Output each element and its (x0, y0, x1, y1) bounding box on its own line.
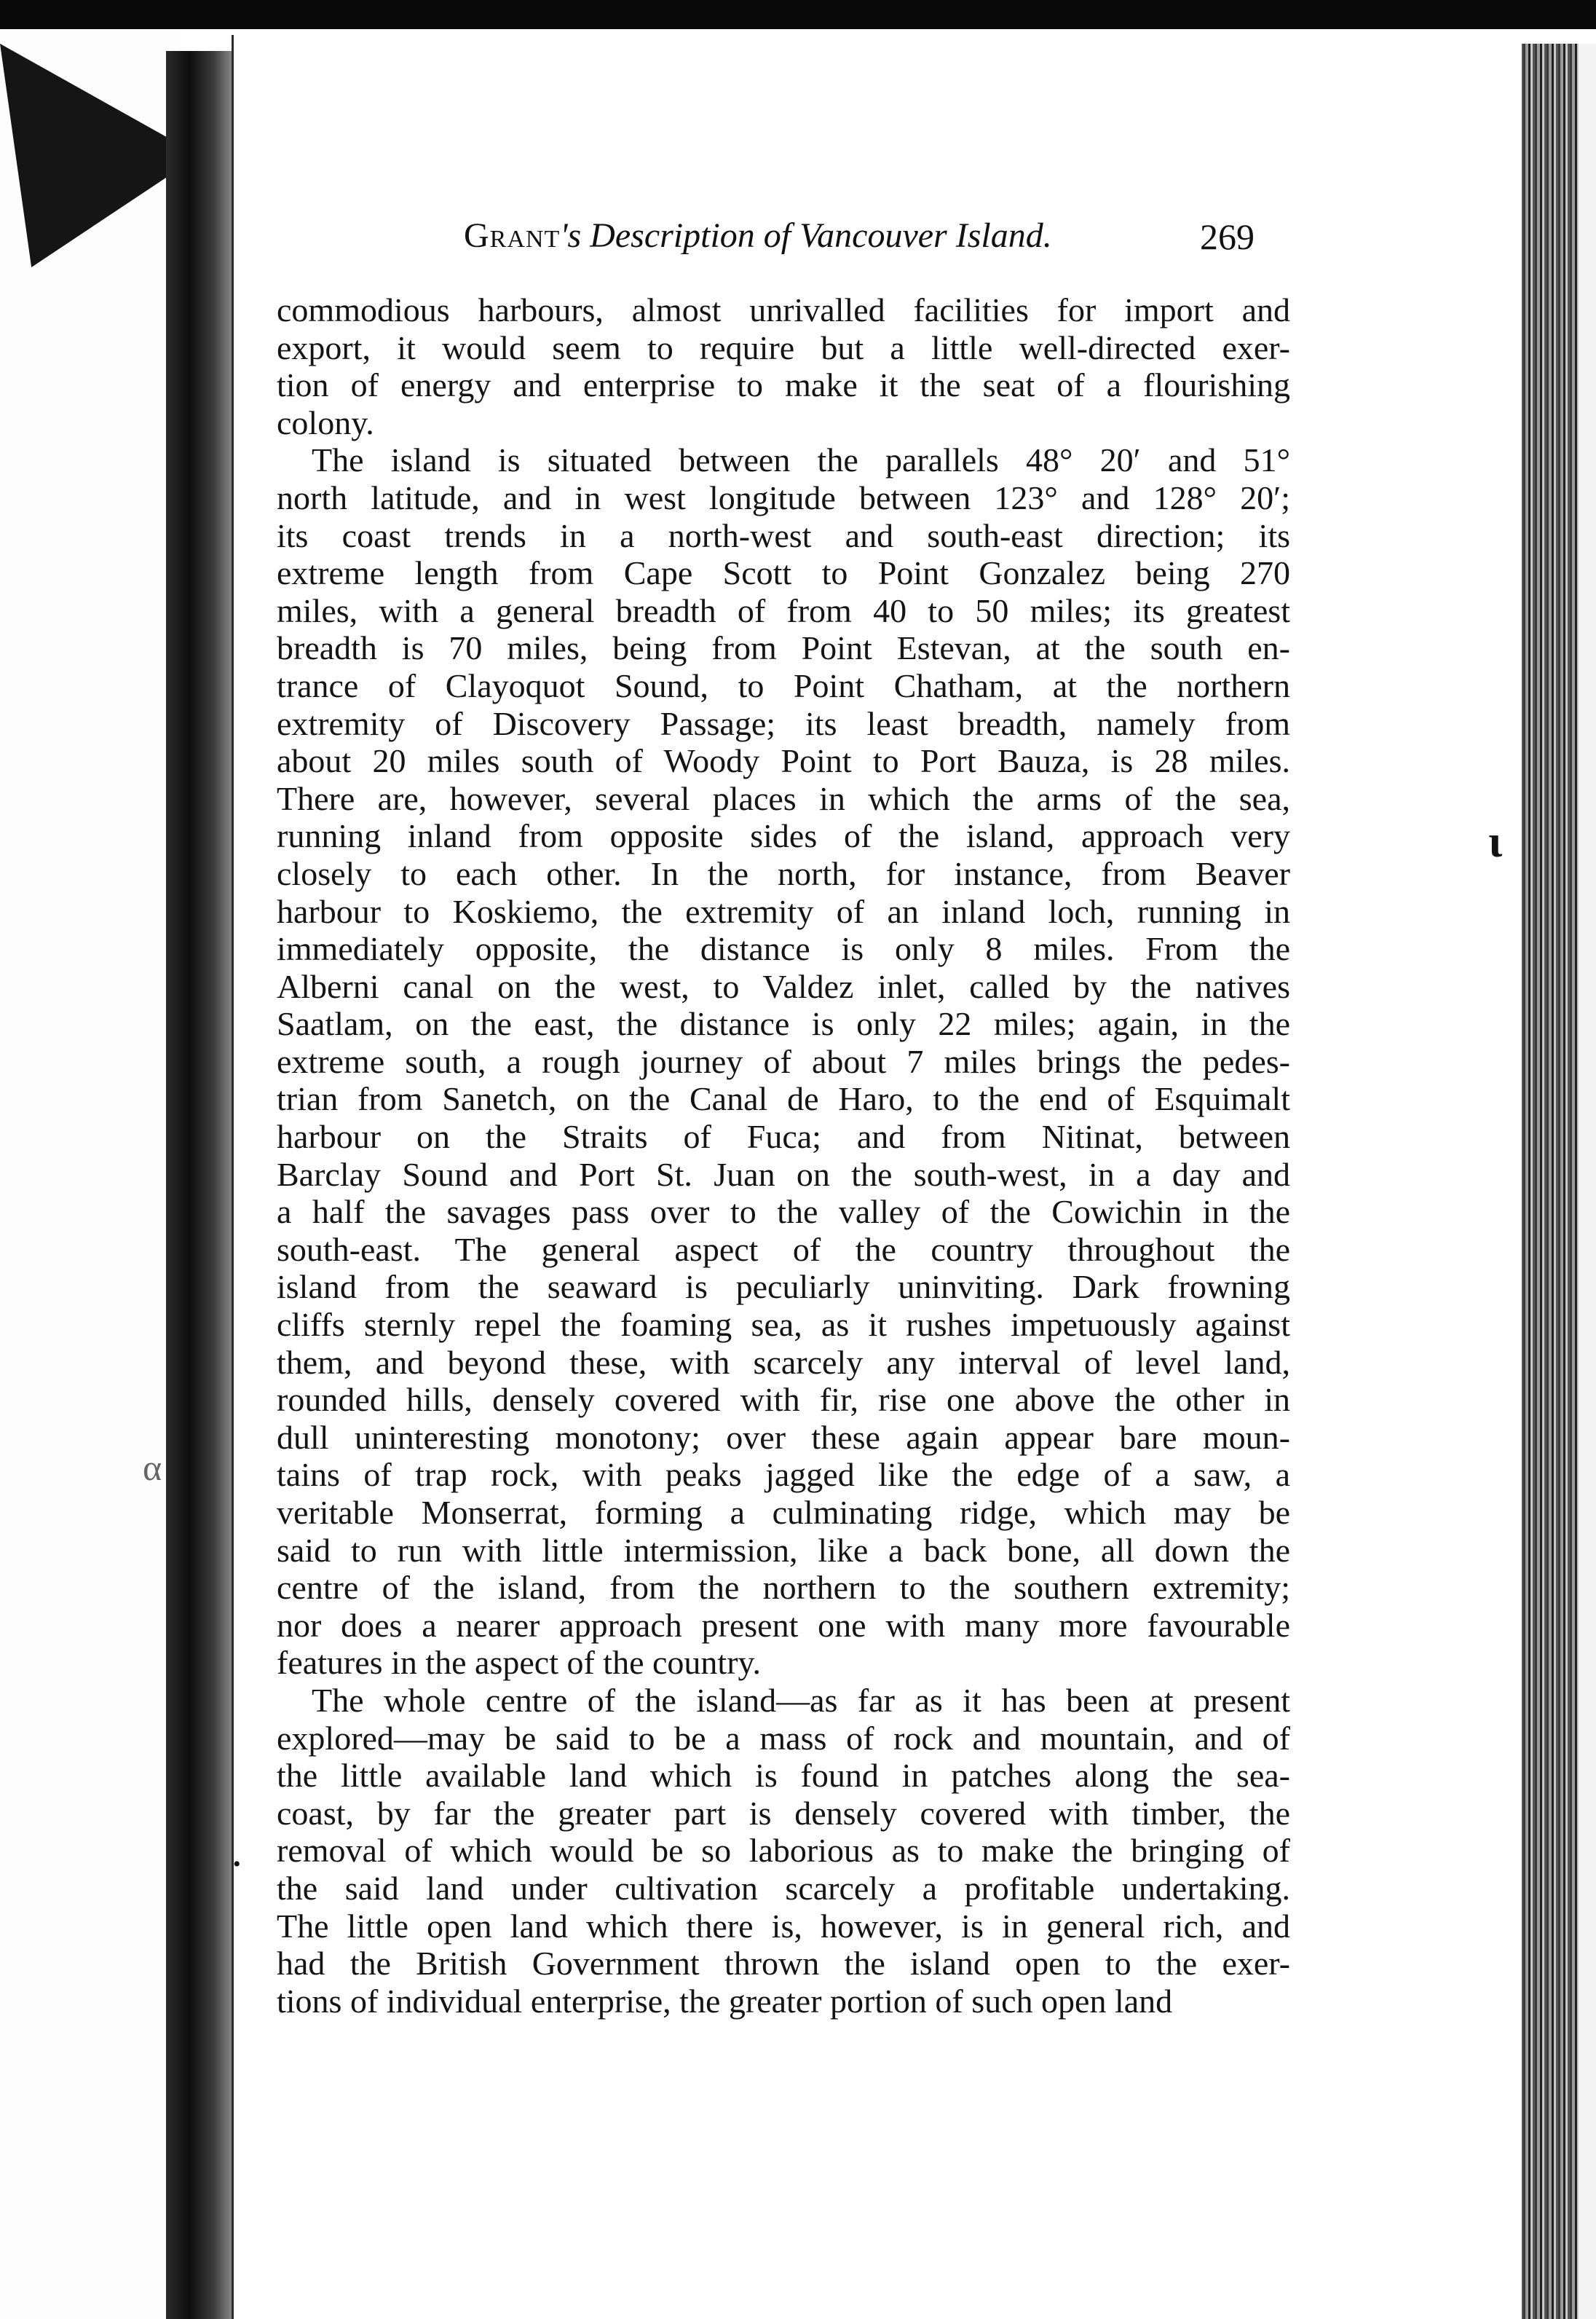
text-line: features in the aspect of the country. (277, 1644, 762, 1682)
text-line: immediately opposite, the distance is only 8 miles. From the (277, 930, 1290, 968)
text-line: about 20 miles south of Woody Point to Port Bauza, is 28 miles. (277, 742, 1290, 780)
text-line: The whole centre of the island—as far as it has been at present (312, 1681, 1290, 1719)
text-line: its coast trends in a north-west and south-east direction; its (277, 516, 1290, 554)
text-line: had the British Government thrown the island open to the exer- (277, 1945, 1290, 1983)
text-line: said to run with little intermission, like a back bone, all down the (277, 1531, 1290, 1569)
text-line: Alberni canal on the west, to Valdez inlet, called by the natives (277, 967, 1290, 1005)
text-line: them, and beyond these, with scarcely any interval of level land, (277, 1343, 1290, 1381)
margin-mark-dot: • (233, 1852, 241, 1876)
text-line: The island is situated between the parallels 48° 20′ and 51° (312, 441, 1290, 479)
text-line: veritable Monserrat, forming a culminating ridge, which may be (277, 1494, 1290, 1531)
text-line: commodious harbours, almost unrivalled facilities for import and (277, 291, 1290, 328)
text-line: the said land under cultivation scarcely a profitable undertaking. (277, 1869, 1290, 1907)
text-line: trance of Clayoquot Sound, to Point Chatham, at the northern (277, 666, 1290, 704)
paragraph (277, 1682, 1290, 2020)
text-line: island from the seaward is peculiarly uninviting. Dark frowning (277, 1268, 1290, 1306)
text-line: running inland from opposite sides of the island, approach very (277, 817, 1290, 855)
text-line: tions of individual enterprise, the greater portion of such open land (277, 1982, 1173, 2020)
margin-mark-left: α (143, 1447, 162, 1488)
text-line: The little open land which there is, however, is in general rich, and (277, 1907, 1290, 1945)
text-line: Barclay Sound and Port St. Juan on the south-west, in a day and (277, 1155, 1290, 1193)
running-head-title: 's Description of Vancouver Island. (560, 216, 1052, 255)
paragraph (277, 291, 1290, 441)
text-line: north latitude, and in west longitude between 123° and 128° 20′; (277, 479, 1290, 516)
text-line: nor does a nearer approach present one with many more favourable (277, 1606, 1290, 1644)
text-line: explored—may be said to be a mass of rock and mountain, and of (277, 1719, 1290, 1757)
text-line: dull uninteresting monotony; over these again appear bare moun- (277, 1418, 1290, 1456)
paragraph (277, 441, 1290, 1682)
body-text (277, 291, 1290, 2020)
text-line: extremity of Discovery Passage; its least breadth, namely from (277, 704, 1290, 742)
text-line: a half the savages pass over to the valley of the Cowichin in the (277, 1193, 1290, 1231)
scan-left-margin (0, 29, 182, 2319)
book-spine-shadow (166, 51, 233, 2319)
text-line: cliffs sternly repel the foaming sea, as it rushes impetuously against (277, 1306, 1290, 1344)
scan-top-border (0, 0, 1596, 29)
text-line: coast, by far the greater part is densely covered with timber, the (277, 1794, 1290, 1832)
text-line: centre of the island, from the northern to the southern extremity; (277, 1569, 1290, 1607)
page-number: 269 (1200, 216, 1255, 257)
margin-mark-right: ι (1488, 817, 1503, 867)
text-line: south-east. The general aspect of the country throughout the (277, 1230, 1290, 1268)
text-line: export, it would seem to require but a little well-directed exer- (277, 328, 1290, 366)
text-line: tains of trap rock, with peaks jagged like the edge of a saw, a (277, 1456, 1290, 1494)
running-head (464, 216, 1301, 256)
text-line: miles, with a general breadth of from 40 to 50 miles; its greatest (277, 591, 1290, 629)
text-line: breadth is 70 miles, being from Point Estevan, at the south en- (277, 629, 1290, 667)
text-line: trian from Sanetch, on the Canal de Haro, to the end of Esquimalt (277, 1080, 1290, 1118)
text-line: tion of energy and enterprise to make it the seat of a flourishing (277, 366, 1290, 404)
text-line: Saatlam, on the east, the distance is only 22 miles; again, in the (277, 1005, 1290, 1043)
text-line: rounded hills, densely covered with fir, rise one above the other in (277, 1381, 1290, 1419)
text-line: colony. (277, 403, 374, 441)
text-line: harbour on the Straits of Fuca; and from Nitinat, between (277, 1118, 1290, 1156)
text-line: the little available land which is found in patches along the sea- (277, 1757, 1290, 1795)
text-line: closely to each other. In the north, for instance, from Beaver (277, 854, 1290, 892)
text-line: There are, however, several places in which the arms of the sea, (277, 779, 1290, 817)
running-head-author: Grant (464, 216, 561, 255)
text-line: removal of which would be so laborious as to make the bringing of (277, 1832, 1290, 1870)
text-line: harbour to Koskiemo, the extremity of an inland loch, running in (277, 892, 1290, 930)
text-line: extreme south, a rough journey of about 7 miles brings the pedes- (277, 1042, 1290, 1080)
text-line: extreme length from Cape Scott to Point Gonzalez being 270 (277, 554, 1290, 592)
